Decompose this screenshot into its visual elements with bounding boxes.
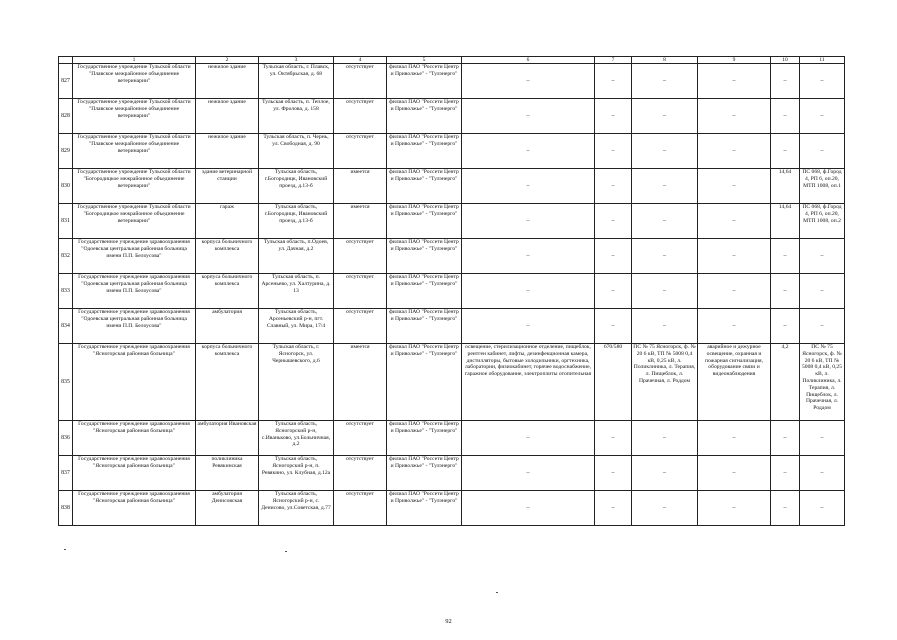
capacity-cell: – (771, 491, 800, 526)
reserve-source-cell: отсутствует (334, 64, 387, 99)
backup-scheme-cell: ПС 068, ф.Город 4, РП 6, оп.20, МТП 1008, оп.2 (800, 204, 845, 239)
equipment-cell: освещение, стерилизационное отделение, пищеблок, рентген кабинет, лифты, дезинфекционная камера, дистилляторы, бытовые холодильники, оргтехника, лаборатории, физиокабинет, горячее водоснабжение, гаражное оборудование, электроплиты отопительная (462, 344, 595, 421)
backup-scheme-cell: ПС 068, ф.Город 4, РП 6, оп.20, МТП 1008, оп.1 (800, 169, 845, 204)
reserve-source-cell: отсутствует (334, 274, 387, 309)
backup-scheme-cell: – (800, 491, 845, 526)
grid-company-cell: филиал ПАО "Россети Центр и Приволжье" - "Тулэнерго" (387, 99, 462, 134)
power-cell: – (595, 456, 632, 491)
table-row (59, 274, 845, 309)
critical-load-cell: – (698, 309, 771, 344)
organization-cell: Государственное учреждение Тульской области "Плавское межрайонное объединение ветеринарии" (73, 134, 196, 169)
object-type-cell: амбулатория Денисовская (196, 491, 259, 526)
organization-cell: Государственное учреждение здравоохранения "Ясногорская районная больница" (73, 456, 196, 491)
row-number: 832 (59, 239, 73, 274)
address-cell: Тульская область, Арсеньевский р-н, пгт. Славный, ул. Мира, 17/4 (259, 309, 334, 344)
critical-load-cell: – (698, 456, 771, 491)
supply-scheme-cell: – (632, 64, 698, 99)
table-row (59, 134, 845, 169)
reserve-source-cell: имеется (334, 344, 387, 421)
power-cell: – (595, 491, 632, 526)
backup-scheme-cell: – (800, 64, 845, 99)
organization-cell: Государственное учреждение здравоохранения "Ясногорская районная больница" (73, 491, 196, 526)
reserve-source-cell: отсутствует (334, 421, 387, 456)
row-number: 833 (59, 274, 73, 309)
table-row (59, 239, 845, 274)
backup-scheme-cell: – (800, 134, 845, 169)
supply-scheme-cell: – (632, 134, 698, 169)
capacity-cell: – (771, 239, 800, 274)
supply-scheme-cell: – (632, 309, 698, 344)
capacity-cell: – (771, 274, 800, 309)
table-row (59, 421, 845, 456)
equipment-cell: – (462, 64, 595, 99)
object-type-cell: корпуса больничного комплекса (196, 344, 259, 421)
reserve-source-cell: отсутствует (334, 239, 387, 274)
row-number: 835 (59, 344, 73, 421)
critical-load-cell: – (698, 421, 771, 456)
supply-scheme-cell: – (632, 274, 698, 309)
power-cell: – (595, 64, 632, 99)
address-cell: Тульская область, п. Теплое, ул. Фролова, д. 158 (259, 99, 334, 134)
object-type-cell: корпуса больничного комплекса (196, 239, 259, 274)
power-cell: – (595, 169, 632, 204)
equipment-cell: – (462, 169, 595, 204)
critical-load-cell: – (698, 169, 771, 204)
address-cell: Тульская область, п. Чернь, ул. Свободная, д. 90 (259, 134, 334, 169)
reserve-source-cell: отсутствует (334, 491, 387, 526)
table-row (59, 169, 845, 204)
organization-cell: Государственное учреждение здравоохранения "Одоевская центральная районная больница имени П.П. Белоусова" (73, 239, 196, 274)
object-type-cell: амбулатория (196, 309, 259, 344)
grid-company-cell: филиал ПАО "Россети Центр и Приволжье" - "Тулэнерго" (387, 309, 462, 344)
header-cell: 3 (259, 57, 334, 64)
header-cell: 9 (698, 57, 771, 64)
supply-scheme-cell: ПС № 75 Ясногорск, ф. № 20 6 кВ, ТП № 5008 0,4 кВ, 0,25 кВ, л. Поликлиника, л. Терапия, л. Пищеблок, л. Прачечная, л. Роддом (632, 344, 698, 421)
capacity-cell: – (771, 309, 800, 344)
row-number: 836 (59, 421, 73, 456)
supply-scheme-cell: – (632, 99, 698, 134)
capacity-cell: – (771, 64, 800, 99)
equipment-cell: – (462, 491, 595, 526)
object-type-cell: амбулатория Ивановская (196, 421, 259, 456)
equipment-cell: – (462, 204, 595, 239)
row-number: 829 (59, 134, 73, 169)
capacity-cell: 14,64 (771, 204, 800, 239)
critical-load-cell: – (698, 204, 771, 239)
address-cell: Тульская область, г. Ясногорск, ул. Чернышевского, д.6 (259, 344, 334, 421)
equipment-cell: – (462, 99, 595, 134)
grid-company-cell: филиал ПАО "Россети Центр и Приволжье" - "Тулэнерго" (387, 421, 462, 456)
header-cell: 1 (73, 57, 196, 64)
grid-company-cell: филиал ПАО "Россети Центр и Приволжье" - "Тулэнерго" (387, 456, 462, 491)
header-cell: 8 (632, 57, 698, 64)
header-cell: 7 (595, 57, 632, 64)
table-row (59, 344, 845, 421)
grid-company-cell: филиал ПАО "Россети Центр и Приволжье" - "Тулэнерго" (387, 169, 462, 204)
power-cell: – (595, 239, 632, 274)
backup-scheme-cell: ПС № 75 Ясногорск, ф. № 20 6 кВ, ТП № 5008 0,4 кВ, 0,25 кВ, л. Поликлиника, л. Терапия, л. Пищеблок, л. Прачечная, л. Роддом (800, 344, 845, 421)
organization-cell: Государственное учреждение Тульской области "Плавское межрайонное объединение ветеринарии" (73, 64, 196, 99)
header-cell: 2 (196, 57, 259, 64)
power-cell: – (595, 99, 632, 134)
organization-cell: Государственное учреждение здравоохранения "Одоевская центральная районная больница имени П.П. Белоусова" (73, 274, 196, 309)
reserve-source-cell: отсутствует (334, 309, 387, 344)
address-cell: Тульская область, Ясногорский р-н, с.Иваньково, ул.Больничная, д.2 (259, 421, 334, 456)
table-row (59, 456, 845, 491)
table-row (59, 204, 845, 239)
column-number-row (59, 57, 845, 64)
object-type-cell: нежилое здание (196, 134, 259, 169)
organization-cell: Государственное учреждение здравоохранения "Одоевская центральная районная больница имени П.П. Белоусова" (73, 309, 196, 344)
row-number: 838 (59, 491, 73, 526)
header-cell: 6 (462, 57, 595, 64)
grid-company-cell: филиал ПАО "Россети Центр и Приволжье" - "Тулэнерго" (387, 134, 462, 169)
equipment-cell: – (462, 274, 595, 309)
power-cell: 670/580 (595, 344, 632, 421)
address-cell: Тульская область, г.Богородицк, Ивановский проезд, д.13-б (259, 204, 334, 239)
critical-load-cell: – (698, 491, 771, 526)
row-number: 830 (59, 169, 73, 204)
table-row (59, 99, 845, 134)
grid-company-cell: филиал ПАО "Россети Центр и Приволжье" - "Тулэнерго" (387, 239, 462, 274)
backup-scheme-cell: – (800, 309, 845, 344)
power-cell: – (595, 274, 632, 309)
address-cell: Тульская область, Ясногорский р-н, п. Ревякино, ул. Клубная, д.12а (259, 456, 334, 491)
address-cell: Тульская область, Ясногорский р-н, с. Денисово, ул.Советская, д.77 (259, 491, 334, 526)
capacity-cell: – (771, 456, 800, 491)
power-cell: – (595, 421, 632, 456)
backup-scheme-cell: – (800, 421, 845, 456)
table-row (59, 64, 845, 99)
header-cell: 4 (334, 57, 387, 64)
critical-load-cell: – (698, 239, 771, 274)
equipment-cell: – (462, 309, 595, 344)
address-cell: Тульская область, г.Богородицк, Ивановский проезд, д.13-б (259, 169, 334, 204)
reserve-source-cell: отсутствует (334, 99, 387, 134)
power-cell: – (595, 309, 632, 344)
organization-cell: Государственное учреждение здравоохранения "Ясногорская районная больница" (73, 344, 196, 421)
backup-scheme-cell: – (800, 456, 845, 491)
row-number: 834 (59, 309, 73, 344)
object-type-cell: гараж (196, 204, 259, 239)
organization-cell: Государственное учреждение Тульской области "Плавское межрайонное объединение ветеринарии" (73, 99, 196, 134)
object-type-cell: корпуса больничного комплекса (196, 274, 259, 309)
critical-load-cell: аварийное и дежурное освещение, охранная и пожарная сигнализация, оборудование связи и видеонаблюдения (698, 344, 771, 421)
backup-scheme-cell: – (800, 274, 845, 309)
critical-load-cell: – (698, 64, 771, 99)
reserve-source-cell: отсутствует (334, 134, 387, 169)
organization-cell: Государственное учреждение Тульской области "Богородицкое межрайонное объединение ветеринарии" (73, 169, 196, 204)
scan-speck (496, 592, 498, 593)
scan-speck (64, 549, 66, 550)
grid-company-cell: филиал ПАО "Россети Центр и Приволжье" - "Тулэнерго" (387, 204, 462, 239)
header-cell: 5 (387, 57, 462, 64)
capacity-cell: – (771, 99, 800, 134)
row-number: 831 (59, 204, 73, 239)
document-sheet (58, 56, 844, 526)
page-number: 92 (445, 618, 452, 625)
object-type-cell: здание ветеринарной станции (196, 169, 259, 204)
table-row (59, 491, 845, 526)
capacity-cell: 4,2 (771, 344, 800, 421)
grid-company-cell: филиал ПАО "Россети Центр и Приволжье" - "Тулэнерго" (387, 64, 462, 99)
power-cell: – (595, 134, 632, 169)
address-cell: Тульская область, п.Одоев, ул. Дачная, д.2 (259, 239, 334, 274)
critical-load-cell: – (698, 99, 771, 134)
header-cell: 10 (771, 57, 800, 64)
critical-load-cell: – (698, 134, 771, 169)
grid-company-cell: филиал ПАО "Россети Центр и Приволжье" - "Тулэнерго" (387, 344, 462, 421)
grid-company-cell: филиал ПАО "Россети Центр и Приволжье" - "Тулэнерго" (387, 274, 462, 309)
critical-load-cell: – (698, 274, 771, 309)
reserve-source-cell: имеется (334, 204, 387, 239)
supply-scheme-cell: – (632, 169, 698, 204)
facilities-table (58, 56, 845, 526)
supply-scheme-cell: – (632, 239, 698, 274)
address-cell: Тульская область, п. Арсеньево, ул. Халтурина, д. 13 (259, 274, 334, 309)
row-number: 827 (59, 64, 73, 99)
equipment-cell: – (462, 239, 595, 274)
address-cell: Тульская область, г. Плавск, ул. Октябрьская, д. 68 (259, 64, 334, 99)
supply-scheme-cell: – (632, 456, 698, 491)
power-cell: – (595, 204, 632, 239)
equipment-cell: – (462, 456, 595, 491)
scan-speck (285, 551, 287, 552)
capacity-cell: – (771, 421, 800, 456)
capacity-cell: 14,64 (771, 169, 800, 204)
organization-cell: Государственное учреждение Тульской области "Богородицкое межрайонное объединение ветеринарии" (73, 204, 196, 239)
backup-scheme-cell: – (800, 239, 845, 274)
row-number: 837 (59, 456, 73, 491)
row-number: 828 (59, 99, 73, 134)
object-type-cell: нежилое здание (196, 64, 259, 99)
organization-cell: Государственное учреждение здравоохранения "Ясногорская районная больница" (73, 421, 196, 456)
table-row (59, 309, 845, 344)
equipment-cell: – (462, 134, 595, 169)
supply-scheme-cell: – (632, 421, 698, 456)
supply-scheme-cell: – (632, 491, 698, 526)
reserve-source-cell: отсутствует (334, 456, 387, 491)
object-type-cell: поликлиника Ревякинская (196, 456, 259, 491)
capacity-cell: – (771, 134, 800, 169)
object-type-cell: нежилое здание (196, 99, 259, 134)
header-cell: 11 (800, 57, 845, 64)
grid-company-cell: филиал ПАО "Россети Центр и Приволжье" - "Тулэнерго" (387, 491, 462, 526)
reserve-source-cell: имеется (334, 169, 387, 204)
header-cell-blank (59, 57, 73, 64)
equipment-cell: – (462, 421, 595, 456)
supply-scheme-cell: – (632, 204, 698, 239)
backup-scheme-cell: – (800, 99, 845, 134)
